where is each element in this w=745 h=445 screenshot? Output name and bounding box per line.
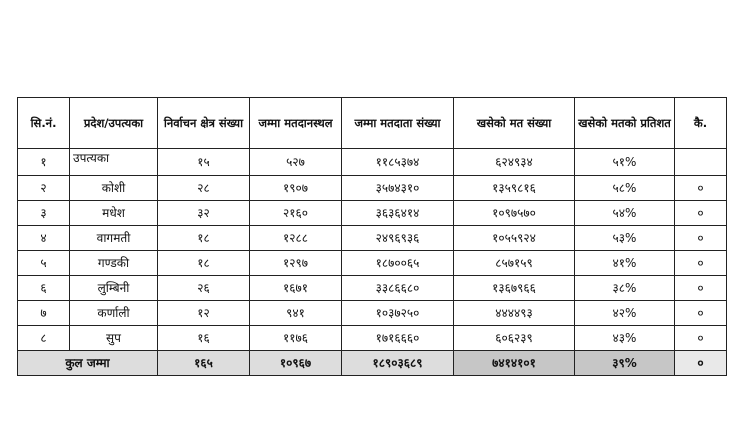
cell-sn: १ <box>18 149 70 176</box>
cell-votes-cast: ६०६२३९ <box>454 326 575 351</box>
cell-polling-stations: १९०७ <box>250 176 342 201</box>
header-polling-stations: जम्मा मतदानस्थल <box>250 98 342 149</box>
cell-polling-stations: २१६० <box>250 201 342 226</box>
cell-remarks: ० <box>675 301 727 326</box>
table-footer <box>18 351 727 376</box>
cell-polling-stations: १६७१ <box>250 276 342 301</box>
cell-votes-cast: १०९७५७० <box>454 201 575 226</box>
cell-province: लुम्बिनी <box>70 276 158 301</box>
header-constituencies: निर्वाचन क्षेत्र संख्या <box>158 98 250 149</box>
cell-province: कर्णाली <box>70 301 158 326</box>
cell-constituencies: १६ <box>158 326 250 351</box>
cell-sn: ७ <box>18 301 70 326</box>
cell-polling-stations: १२८८ <box>250 226 342 251</box>
header-remarks: कै. <box>675 98 727 149</box>
total-polling-stations: १०९६७ <box>250 351 342 376</box>
total-row <box>18 351 727 376</box>
total-votes-cast: ७४१४१०१ <box>454 351 575 376</box>
total-voters: १८९०३६८९ <box>342 351 454 376</box>
cell-votes-cast: ४४४४९३ <box>454 301 575 326</box>
cell-sn: २ <box>18 176 70 201</box>
cell-turnout-percent: ५१% <box>575 149 675 176</box>
table-row <box>18 251 727 276</box>
cell-constituencies: १८ <box>158 251 250 276</box>
cell-total-voters: ३३८६६८० <box>342 276 454 301</box>
cell-polling-stations: ९४१ <box>250 301 342 326</box>
cell-sn: ५ <box>18 251 70 276</box>
cell-constituencies: १५ <box>158 149 250 176</box>
cell-remarks <box>675 149 727 176</box>
cell-total-voters: ३६३६४१४ <box>342 201 454 226</box>
header-turnout-percent: खसेको मतको प्रतिशत <box>575 98 675 149</box>
cell-province: वागमती <box>70 226 158 251</box>
table-row <box>18 176 727 201</box>
cell-sn: ८ <box>18 326 70 351</box>
header-sn: सि.नं. <box>18 98 70 149</box>
cell-turnout-percent: ४२% <box>575 301 675 326</box>
cell-remarks: ० <box>675 326 727 351</box>
table-body <box>18 149 727 351</box>
cell-province: गण्डकी <box>70 251 158 276</box>
header-row <box>18 98 727 149</box>
cell-remarks: ० <box>675 201 727 226</box>
table-row <box>18 301 727 326</box>
total-constituencies: १६५ <box>158 351 250 376</box>
cell-turnout-percent: ५८% <box>575 176 675 201</box>
table-row <box>18 149 727 176</box>
cell-total-voters: ३५७४३१० <box>342 176 454 201</box>
cell-sn: ४ <box>18 226 70 251</box>
cell-remarks: ० <box>675 276 727 301</box>
cell-remarks: ० <box>675 251 727 276</box>
cell-total-voters: ११८५३७४ <box>342 149 454 176</box>
header-votes-cast: खसेको मत संख्या <box>454 98 575 149</box>
table-row <box>18 201 727 226</box>
header-total-voters: जम्मा मतदाता संख्या <box>342 98 454 149</box>
cell-votes-cast: १३५९८१६ <box>454 176 575 201</box>
election-results-table <box>17 97 727 376</box>
cell-total-voters: १८७००६५ <box>342 251 454 276</box>
cell-turnout-percent: ४१% <box>575 251 675 276</box>
header-province: प्रदेश/उपत्यका <box>70 98 158 149</box>
cell-polling-stations: १२९७ <box>250 251 342 276</box>
total-remarks: ० <box>675 351 727 376</box>
total-label: कुल जम्मा <box>18 351 158 376</box>
table-row <box>18 276 727 301</box>
cell-total-voters: १७१६६६० <box>342 326 454 351</box>
cell-total-voters: २४९६९३६ <box>342 226 454 251</box>
cell-province: कोशी <box>70 176 158 201</box>
cell-turnout-percent: ५३% <box>575 226 675 251</box>
cell-sn: ३ <box>18 201 70 226</box>
cell-constituencies: २६ <box>158 276 250 301</box>
cell-province: सुप <box>70 326 158 351</box>
cell-province: मधेश <box>70 201 158 226</box>
cell-total-voters: १०३७२५० <box>342 301 454 326</box>
cell-sn: ६ <box>18 276 70 301</box>
cell-constituencies: १८ <box>158 226 250 251</box>
cell-votes-cast: १०५५९२४ <box>454 226 575 251</box>
cell-polling-stations: ११७६ <box>250 326 342 351</box>
cell-turnout-percent: ४३% <box>575 326 675 351</box>
cell-constituencies: २८ <box>158 176 250 201</box>
cell-constituencies: ३२ <box>158 201 250 226</box>
total-turnout-percent: ३९% <box>575 351 675 376</box>
cell-remarks: ० <box>675 176 727 201</box>
cell-votes-cast: ६२४९३४ <box>454 149 575 176</box>
cell-remarks: ० <box>675 226 727 251</box>
cell-constituencies: १२ <box>158 301 250 326</box>
cell-province: उपत्यका <box>70 149 158 176</box>
cell-polling-stations: ५२७ <box>250 149 342 176</box>
table-header <box>18 98 727 149</box>
cell-votes-cast: १३६७९६६ <box>454 276 575 301</box>
table-row <box>18 326 727 351</box>
table-row <box>18 226 727 251</box>
cell-turnout-percent: ३८% <box>575 276 675 301</box>
cell-votes-cast: ८५७१५९ <box>454 251 575 276</box>
cell-turnout-percent: ५४% <box>575 201 675 226</box>
